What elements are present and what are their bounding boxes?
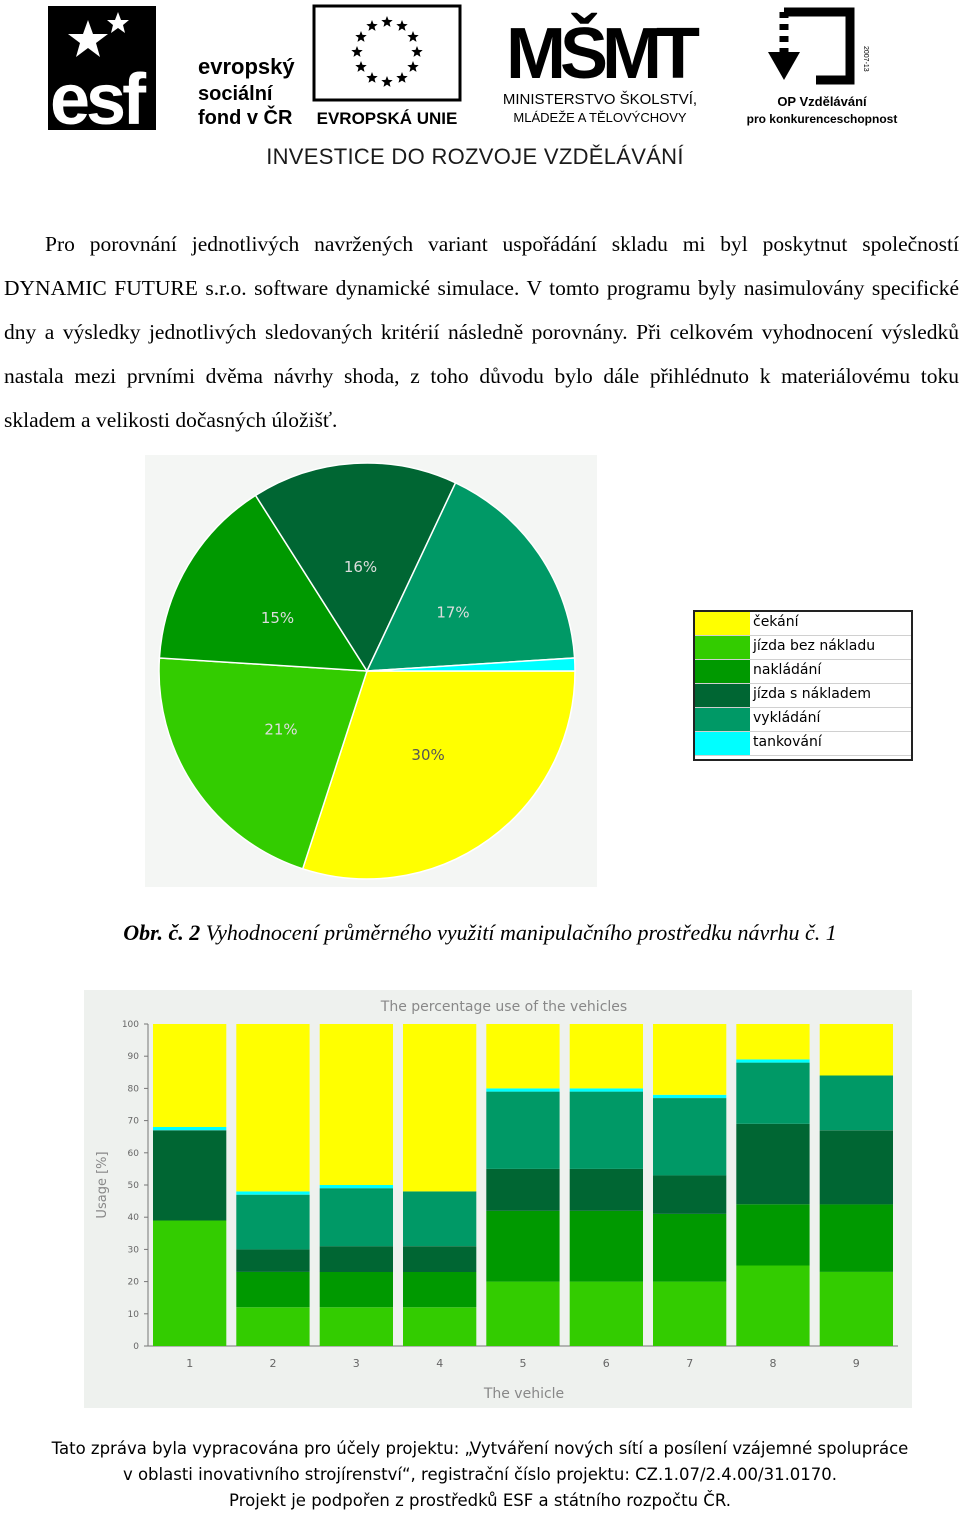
bar-segment — [153, 1127, 226, 1130]
bar-segment — [320, 1185, 393, 1188]
legend-item — [695, 636, 911, 660]
x-tick-label: 8 — [769, 1357, 777, 1370]
bar-segment — [820, 1076, 893, 1131]
bar-segment — [403, 1272, 476, 1307]
svg-text:OP Vzdělávání: OP Vzdělávání — [777, 94, 867, 109]
legend-label: jízda bez nákladu — [753, 638, 876, 654]
op-vzdelavani-logo — [738, 6, 906, 130]
bar-segment — [570, 1211, 643, 1282]
pie-chart-svg — [145, 455, 597, 887]
pie-legend — [693, 610, 913, 761]
bar-segment — [486, 1211, 559, 1282]
bar-segment — [320, 1246, 393, 1272]
x-tick-label: 9 — [852, 1357, 860, 1370]
bar-segment — [736, 1059, 809, 1062]
svg-text:evropský: evropský — [198, 54, 295, 79]
legend-label: vykládání — [753, 710, 821, 726]
bar-segment — [653, 1095, 726, 1098]
bar-segment — [736, 1063, 809, 1124]
y-tick-label: 50 — [127, 1181, 139, 1191]
bar-segment — [653, 1175, 726, 1214]
x-axis-title: The vehicle — [483, 1386, 565, 1402]
y-tick-label: 30 — [127, 1245, 139, 1256]
footer-line-2: v oblasti inovativního strojírenství“, registrační číslo projektu: CZ.1.07/2.4.00/31.0170. — [122, 1465, 838, 1484]
footer-line-1: Tato zpráva byla vypracována pro účely projektu: „Vytváření nových sítí a posílení vzájemné spolupráce — [51, 1439, 909, 1458]
bar-segment — [736, 1024, 809, 1059]
bar-segment — [820, 1204, 893, 1272]
x-tick-label: 5 — [519, 1357, 527, 1370]
y-tick-label: 80 — [127, 1084, 139, 1095]
figure-caption-text: Vyhodnocení průměrného využití manipulačního prostředku návrhu č. 1 — [200, 920, 837, 945]
y-axis-title: Usage [%] — [95, 1151, 110, 1219]
bar-segment — [320, 1188, 393, 1246]
bar-segment — [153, 1130, 226, 1220]
x-tick-label: 4 — [436, 1357, 444, 1370]
y-tick-label: 70 — [127, 1116, 139, 1127]
y-tick-label: 10 — [127, 1309, 139, 1320]
legend-label: tankování — [753, 734, 822, 750]
page-header — [0, 0, 960, 185]
bar-segment — [486, 1282, 559, 1346]
svg-text:MŠMT: MŠMT — [506, 14, 694, 94]
body-paragraph: Pro porovnání jednotlivých navržených variant uspořádání skladu mi byl poskytnut společností DYNAMIC FUTURE s.r.o. software dynamické simulace. V tomto programu byly nasimulovány specifické dny a výsledky jednotlivých sledovaných kritérií následně porovnány. Při celkovém vyhodnocení výsledků nastala mezi prvními dvěma návrhy shoda, z toho důvodu bylo dále přihlédnuto k materiálovému toku skladem a velikosti dočasných úložišť. — [4, 232, 959, 432]
svg-text:fond v ČR: fond v ČR — [198, 107, 293, 129]
x-tick-label: 1 — [186, 1357, 194, 1370]
bar-segment — [320, 1024, 393, 1185]
svg-text:sociální: sociální — [198, 83, 273, 105]
svg-text:esf: esf — [50, 60, 143, 130]
pie-data-label: 30% — [411, 746, 445, 765]
eu-flag-logo — [312, 4, 462, 128]
legend-swatch — [695, 684, 750, 707]
bar-segment — [153, 1024, 226, 1127]
x-tick-label: 2 — [269, 1357, 277, 1370]
bar-segment — [403, 1191, 476, 1246]
y-tick-label: 100 — [121, 1020, 139, 1030]
bar-segment — [570, 1282, 643, 1346]
bar-segment — [653, 1098, 726, 1175]
svg-text:MLÁDEŽE A TĚLOVÝCHOVY: MLÁDEŽE A TĚLOVÝCHOVY — [513, 110, 687, 125]
legend-item — [695, 684, 911, 708]
legend-label: jízda s nákladem — [753, 686, 871, 702]
bar-segment — [486, 1169, 559, 1211]
legend-item — [695, 660, 911, 684]
investment-banner: INVESTICE DO ROZVOJE VZDĚLÁVÁNÍ — [266, 144, 684, 169]
page-footer — [0, 1436, 960, 1514]
bar-segment — [486, 1088, 559, 1091]
figure-caption — [0, 920, 960, 946]
bar-segment — [403, 1246, 476, 1272]
y-tick-label: 0 — [133, 1342, 139, 1352]
bar-segment — [236, 1307, 309, 1346]
bar-segment — [486, 1024, 559, 1088]
svg-text:EVROPSKÁ UNIE: EVROPSKÁ UNIE — [316, 109, 458, 128]
y-tick-label: 60 — [127, 1148, 139, 1159]
bar-segment — [320, 1307, 393, 1346]
legend-swatch — [695, 660, 750, 683]
svg-text:MINISTERSTVO ŠKOLSTVÍ,: MINISTERSTVO ŠKOLSTVÍ, — [502, 91, 698, 108]
bar-segment — [736, 1204, 809, 1265]
footer-line-3: Projekt je podpořen z prostředků ESF a státního rozpočtu ČR. — [229, 1491, 731, 1510]
bar-segment — [486, 1092, 559, 1169]
legend-swatch — [695, 708, 750, 731]
bar-segment — [236, 1195, 309, 1250]
bar-segment — [236, 1024, 309, 1191]
pie-data-label: 17% — [436, 603, 470, 622]
legend-item — [695, 708, 911, 732]
bar-segment — [653, 1282, 726, 1346]
legend-item — [695, 612, 911, 636]
legend-swatch — [695, 636, 750, 659]
legend-item — [695, 732, 911, 756]
legend-label: nakládání — [753, 662, 822, 678]
bar-segment — [236, 1191, 309, 1194]
bar-segment — [570, 1092, 643, 1169]
chart-title: The percentage use of the vehicles — [380, 999, 628, 1015]
bar-segment — [403, 1307, 476, 1346]
bar-segment — [820, 1024, 893, 1076]
legend-swatch — [695, 612, 750, 635]
bar-segment — [820, 1130, 893, 1204]
bar-segment — [403, 1024, 476, 1191]
bar-segment — [320, 1272, 393, 1307]
x-tick-label: 7 — [686, 1357, 694, 1370]
bar-segment — [736, 1266, 809, 1347]
y-tick-label: 90 — [127, 1052, 139, 1063]
bar-segment — [570, 1169, 643, 1211]
pie-data-label: 16% — [343, 558, 378, 577]
bar-segment — [153, 1220, 226, 1346]
msmt-logo — [472, 6, 730, 130]
x-tick-label: 6 — [602, 1357, 610, 1370]
bar-segment — [653, 1214, 726, 1282]
bar-chart — [84, 990, 912, 1408]
figure-number: Obr. č. 2 — [123, 920, 201, 945]
bar-segment — [820, 1272, 893, 1346]
bar-segment — [653, 1024, 726, 1095]
svg-text:pro konkurenceschopnost: pro konkurenceschopnost — [746, 112, 898, 126]
pie-chart — [145, 455, 597, 887]
bar-segment — [570, 1088, 643, 1091]
y-tick-label: 40 — [127, 1213, 139, 1224]
bar-segment — [736, 1124, 809, 1205]
y-tick-label: 20 — [127, 1277, 139, 1288]
x-tick-label: 3 — [352, 1357, 360, 1370]
esf-logo — [48, 6, 298, 130]
bar-chart-svg — [84, 990, 912, 1408]
legend-swatch — [695, 732, 750, 755]
legend-label: čekání — [753, 614, 799, 630]
svg-text:2007-13: 2007-13 — [862, 46, 869, 72]
pie-data-label: 21% — [264, 720, 298, 739]
pie-data-label: 15% — [260, 609, 295, 628]
bar-segment — [236, 1272, 309, 1307]
bar-segment — [570, 1024, 643, 1088]
bar-segment — [236, 1249, 309, 1272]
